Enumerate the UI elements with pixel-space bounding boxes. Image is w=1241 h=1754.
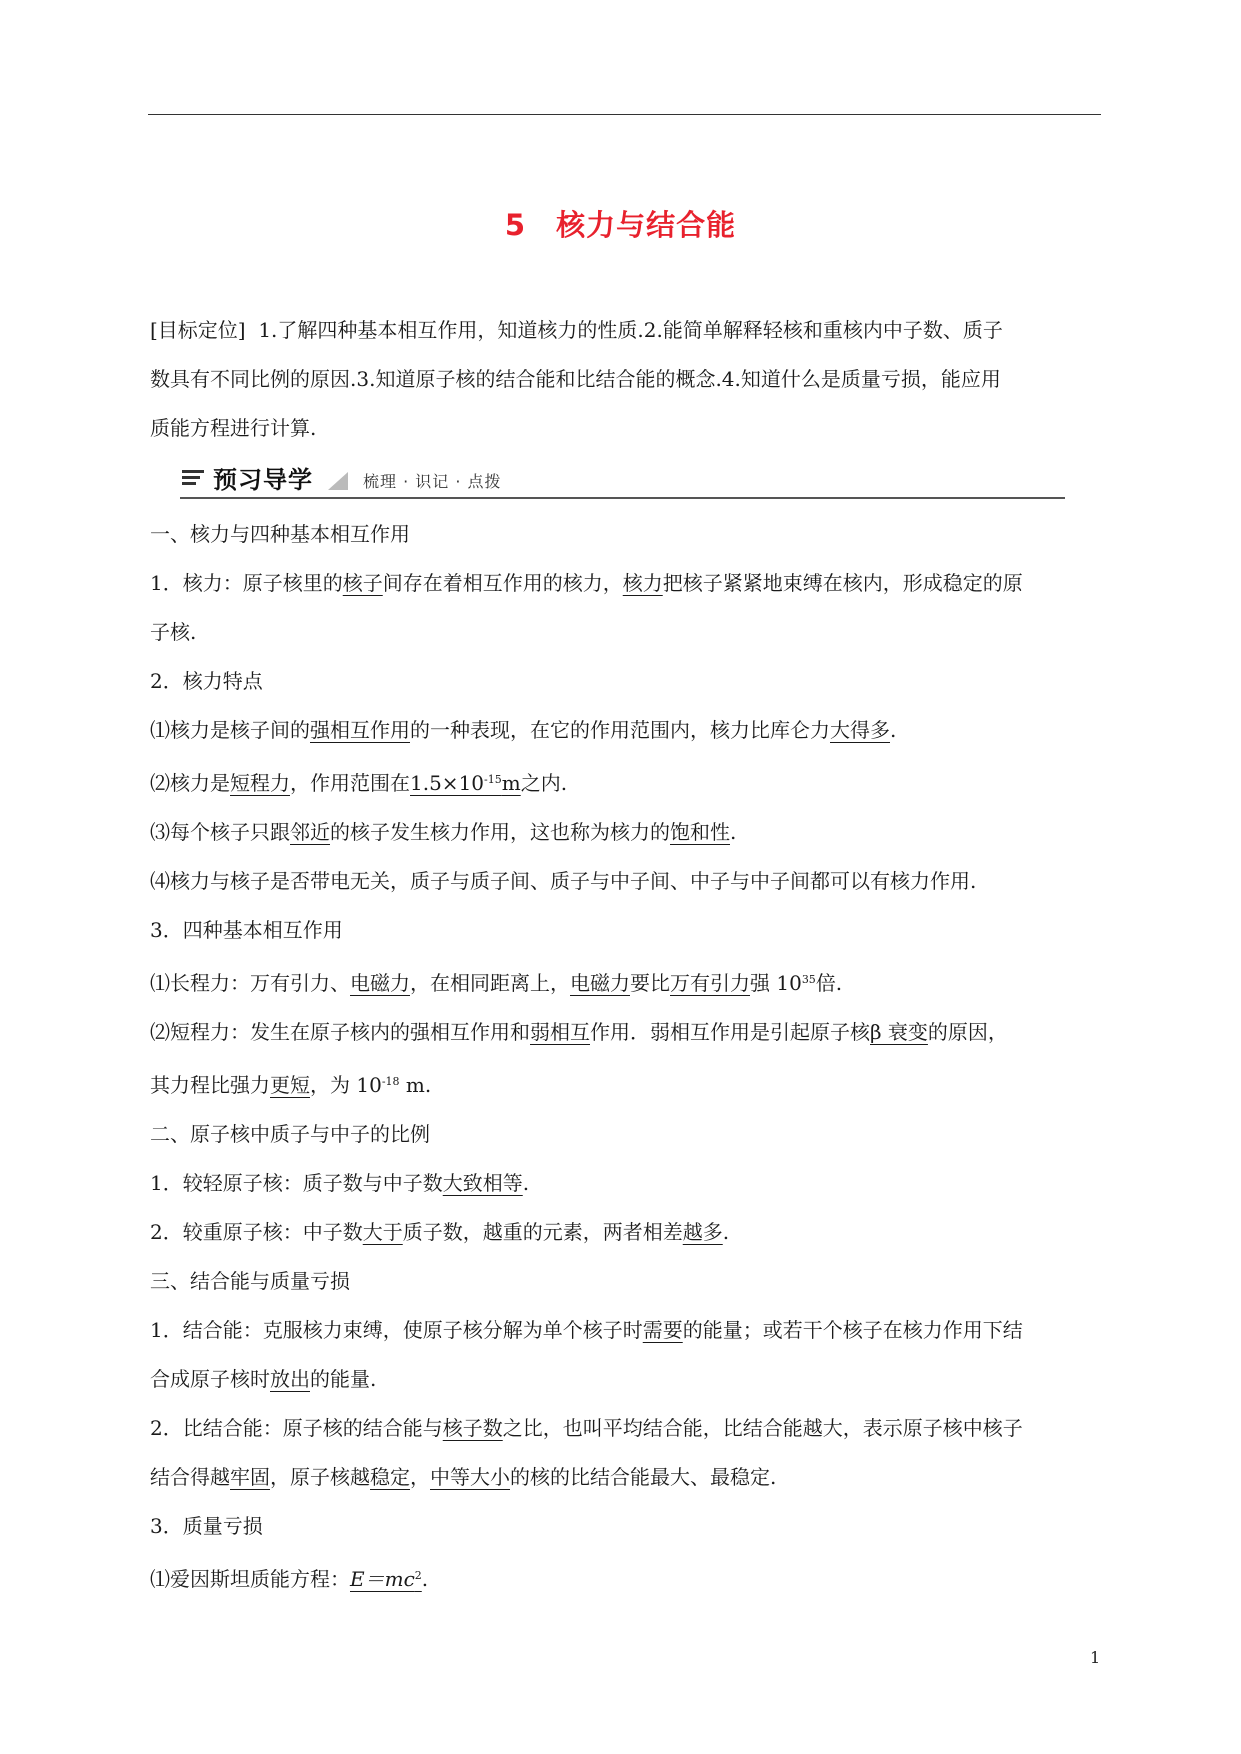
s1-p9-line1: ⑵短程力：发生在原子核内的强相互作用和弱相互作用．弱相互作用是引起原子核β 衰变的原因， [150, 1020, 1008, 1044]
s2-p2: 2．较重原子核：中子数大于质子数，越重的元素，两者相差越多. [150, 1220, 730, 1244]
s3-p2-line2: 结合得越牢固，原子核越稳定，中等大小的核的比结合能最大、最稳定. [150, 1465, 777, 1489]
s1-p3: ⑴核力是核子间的强相互作用的一种表现，在它的作用范围内，核力比库仑力大得多. [150, 718, 897, 742]
s1-p5: ⑶每个核子只跟邻近的核子发生核力作用，这也称为核力的饱和性. [150, 820, 737, 844]
goals-line-3: 质能方程进行计算. [150, 416, 317, 440]
s1-p2: 2．核力特点 [150, 669, 263, 693]
s1-p7: 3．四种基本相互作用 [150, 918, 343, 942]
s1-p1-line2: 子核. [150, 620, 197, 644]
banner-rule [180, 497, 1065, 499]
s1-p9-line2: 其力程比强力更短，为 $10^{-18}$ m. [150, 1073, 432, 1097]
triangle-icon [328, 472, 348, 490]
s3-p2-line1: 2．比结合能：原子核的结合能与核子数之比，也叫平均结合能，比结合能越大，表示原子核中核子 [150, 1416, 1023, 1440]
page-number: 1 [1090, 1648, 1101, 1667]
title-text: 核力与结合能 [556, 208, 737, 242]
document-body [150, 306, 1101, 1604]
s3-p1-line2: 合成原子核时放出的能量. [150, 1367, 377, 1391]
s2-p1: 1．较轻原子核：质子数与中子数大致相等. [150, 1171, 530, 1195]
title-number: 5 [504, 208, 527, 242]
header-rule [148, 114, 1101, 115]
goals-tag: [目标定位] [150, 318, 246, 342]
s3-p1-line1: 1．结合能：克服核力束缚，使原子核分解为单个核子时需要的能量；或若干个核子在核力作用下结 [150, 1318, 1023, 1342]
s1-p1-line1: 1．核力：原子核里的核子间存在着相互作用的核力，核力把核子紧紧地束缚在核内，形成稳定的原 [150, 571, 1023, 595]
section-2-heading: 二、原子核中质子与中子的比例 [150, 1122, 430, 1146]
section-3-heading: 三、结合能与质量亏损 [150, 1269, 350, 1293]
s1-p4: ⑵核力是短程力，作用范围在$1.5\times 10^{-15}m$之内. [150, 771, 568, 795]
s3-p4: ⑴爱因斯坦质能方程：$E=mc^2$. [150, 1567, 429, 1591]
s1-p6: ⑷核力与核子是否带电无关，质子与质子间、质子与中子间、中子与中子间都可以有核力作用. [150, 869, 977, 893]
list-icon [182, 470, 204, 488]
banner-subtitle: 梳理 · 识记 · 点拨 [363, 472, 502, 491]
s3-p3: 3．质量亏损 [150, 1514, 263, 1538]
goals-line-2: 数具有不同比例的原因.3.知道原子核的结合能和比结合能的概念.4.知道什么是质量亏损，能应用 [150, 367, 1001, 391]
section-banner [180, 460, 1065, 498]
goals-line-1: [目标定位] 1.了解四种基本相互作用，知道核力的性质.2.能简单解释轻核和重核内中子数、质子 [150, 318, 1003, 342]
banner-title: 预习导学 [213, 466, 313, 494]
section-1-heading: 一、核力与四种基本相互作用 [150, 522, 410, 546]
page-title [0, 203, 1241, 244]
s1-p8: ⑴长程力：万有引力、电磁力，在相同距离上，电磁力要比万有引力强 $10^{35}$倍. [150, 971, 843, 995]
